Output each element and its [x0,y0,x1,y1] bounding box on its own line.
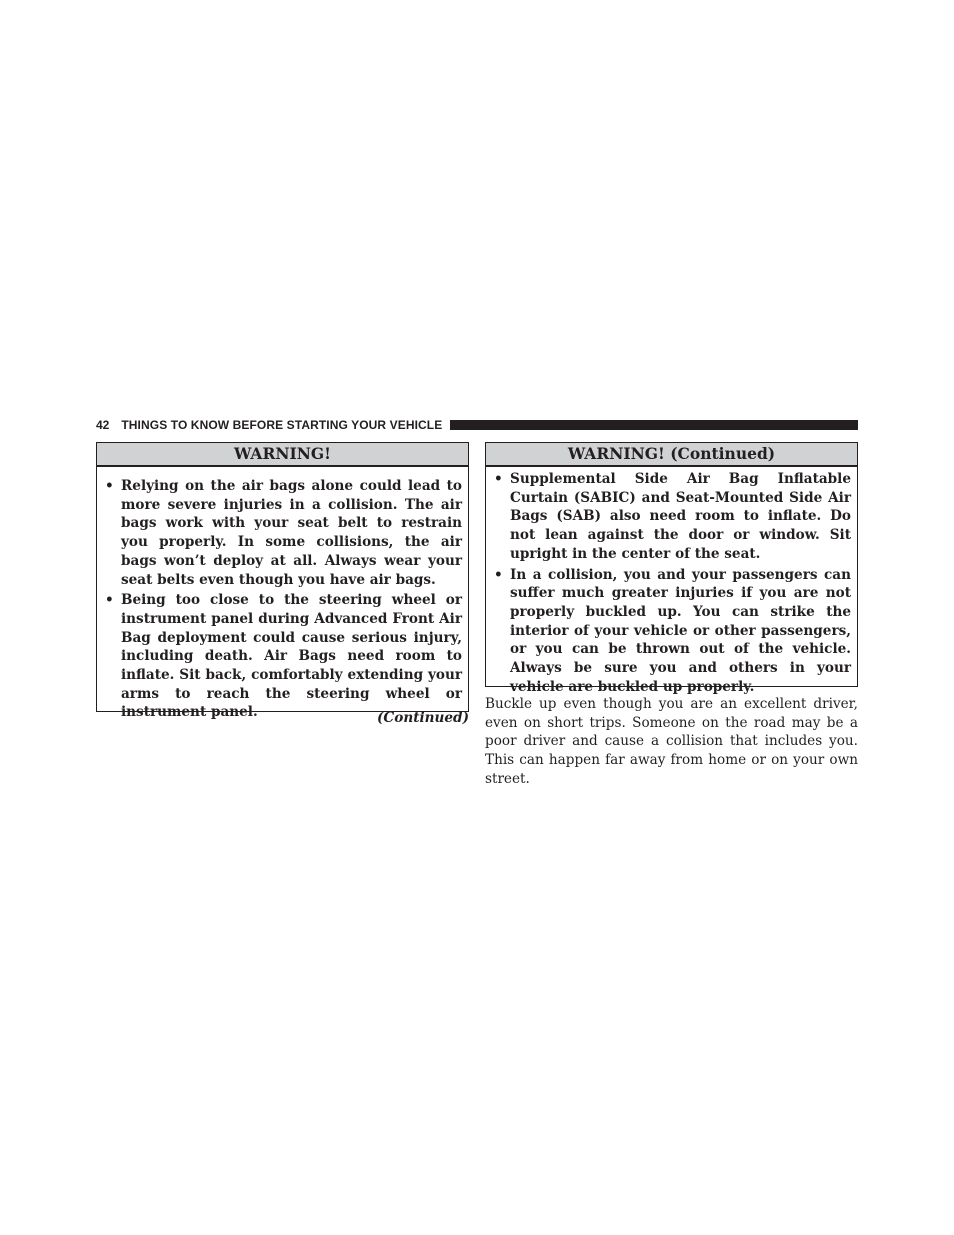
bullet-icon: • [494,471,503,487]
warning-item [486,470,851,564]
bullet-icon: • [105,592,114,609]
warning-item-text: Being too close to the steering wheel or instrument panel during Advanced Front Air Bag deployment could cause serious injury, including death. Air Bags need room to inflate. Sit back, comfortably extending your arms to reach the steering wheel or instrument panel. [121,592,462,721]
warning-box-right [485,442,858,695]
warning-list [97,467,468,722]
warning-item [97,591,462,722]
body-paragraph: Buckle up even though you are an excellent driver, even on short trips. Someone on the road may be a poor driver and cause a collision that includes you. This can happen far away from home or on your own street. [485,696,858,787]
header-rule [450,420,858,430]
warning-item-text: In a collision, you and your passengers can suffer much greater injuries if you are not properly buckled up. You can strike the interior of your vehicle or other passengers, or you can be thrown out of the vehicle. Always be sure you and others in your vehicle are buckled up properly. [510,566,851,695]
warning-item-text: Relying on the air bags alone could lead to more severe injuries in a collision. The air bags work with your seat belt to restrain you properly. In some collisions, the air bags won’t deploy at all. Always wear your seat belts even though you have air bags. [121,478,462,588]
warning-title: WARNING! (Continued) [486,443,857,467]
section-title: THINGS TO KNOW BEFORE STARTING YOUR VEHICLE [121,418,443,432]
continued-label: (Continued) [377,710,469,726]
warning-item-text: Supplemental Side Air Bag Inflatable Curtain (SABIC) and Seat-Mounted Side Air Bags (SAB) also need room to inflate. Do not lean against the door or window. Sit upright in the center of the seat. [510,471,851,562]
bullet-icon: • [105,478,114,494]
warning-item [486,566,851,697]
page-header [96,417,858,433]
warning-item [97,477,462,589]
bullet-icon: • [494,566,503,583]
warning-list [486,467,857,696]
warning-title: WARNING! [97,443,468,467]
page-number: 42 [96,418,110,432]
